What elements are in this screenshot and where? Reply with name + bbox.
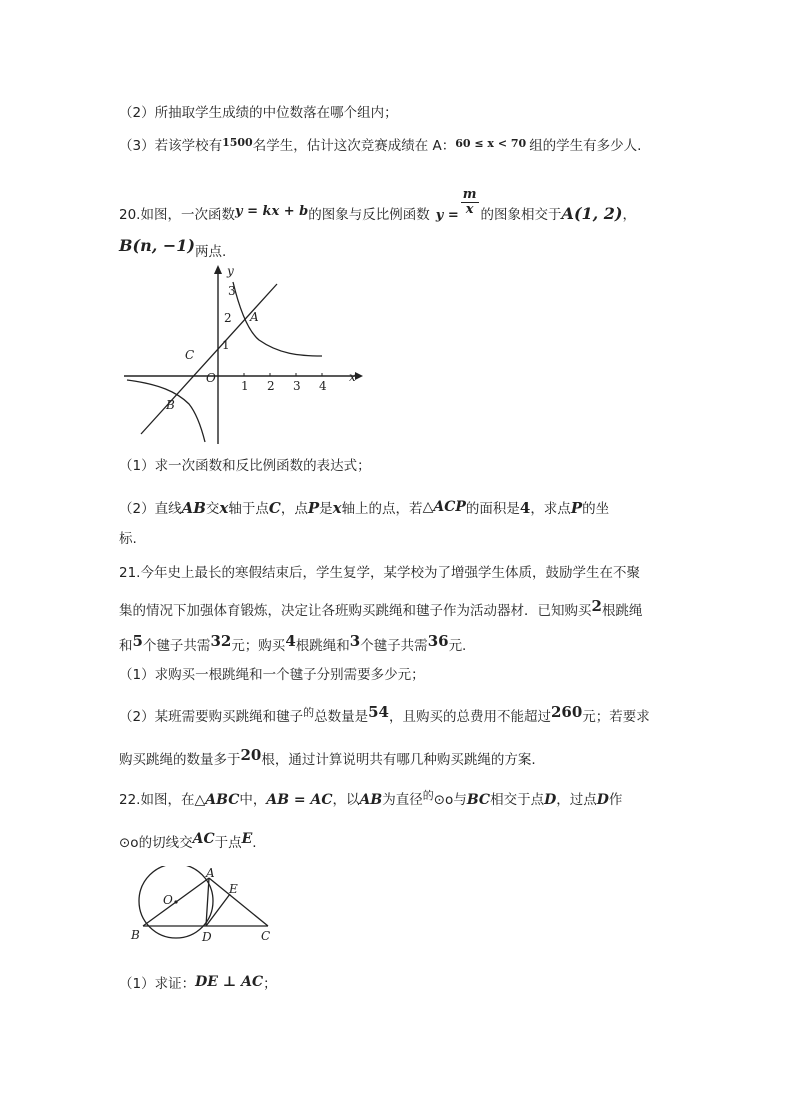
- q20-fraction-numerator: m: [462, 187, 477, 202]
- q20-inverse-lhs: y =: [435, 208, 459, 223]
- q22-l2-c: .: [252, 835, 257, 851]
- q22-p1-b: ；: [263, 976, 277, 992]
- q20-p2-triangle: △ACP: [422, 499, 466, 515]
- q20-p2-area: 4: [519, 499, 531, 517]
- q22-bc: BC: [466, 792, 491, 808]
- label-a: A: [206, 866, 215, 880]
- q22-l2-point-e: E: [241, 831, 253, 847]
- q21-p2-l2-b: 根，通过计算说明共有哪几种购买跳绳的方案.: [261, 752, 536, 768]
- x-axis-arrow: [355, 372, 363, 380]
- q20-p2-h: ，求点: [530, 501, 571, 517]
- q20-p2-x: x: [219, 499, 229, 517]
- q21-part1: （1）求购买一根跳绳和一个毽子分别需要多少元；: [119, 667, 425, 683]
- hyperbola-branch-right: [233, 282, 322, 356]
- q19-student-count: 1500: [222, 136, 253, 149]
- q20-fraction-denominator: x: [465, 202, 474, 217]
- q20-p2-b: 交: [205, 501, 220, 517]
- q21-num-2: 2: [591, 597, 602, 615]
- q22-a: 22.如图，在: [119, 792, 195, 808]
- label-b: B: [131, 928, 140, 942]
- label-o: O: [163, 893, 173, 907]
- q21-p2-b: 总数量是: [314, 709, 369, 725]
- q20-point-a: A(1, 2): [561, 204, 623, 223]
- q21-line3-d: 根跳绳和: [295, 638, 350, 654]
- q22-d: 为直径: [382, 792, 423, 808]
- q21-part2: [119, 702, 650, 727]
- q20-p2-d: ，点: [280, 501, 308, 517]
- q22-part1: [119, 972, 277, 994]
- q22-g: ，过点: [556, 792, 597, 808]
- q22-circle-o: ⊙o: [433, 792, 454, 808]
- q20-p2-point-p: P: [307, 499, 320, 517]
- q21-line1: 21.今年史上最长的寒假结束后，学生复学，某学校为了增强学生体质，鼓励学生在不聚: [119, 565, 640, 581]
- q22-p1-expr: DE ⊥ AC: [195, 974, 264, 990]
- q21-line2: [119, 596, 642, 621]
- q20-p2-e: 是: [319, 501, 333, 517]
- q21-num-54: 54: [368, 703, 389, 721]
- q21-line3-c: 元；购买: [231, 638, 286, 654]
- q19-part2: （2）所抽取学生成绩的中位数落在哪个组内；: [119, 105, 398, 121]
- center-dot: [174, 900, 177, 903]
- q20-inverse-fraction: [461, 188, 479, 217]
- q22-h: 作: [608, 792, 623, 808]
- q20-p2-point-c: C: [268, 499, 281, 517]
- q20-function-graph: [119, 262, 364, 447]
- q22-p1-a: （1）求证：: [119, 976, 196, 992]
- q22-l2-a: 的切线交: [138, 835, 193, 851]
- q20-intro-a: 20.如图，一次函数: [119, 207, 235, 223]
- q22-point-d: D: [544, 792, 557, 808]
- q22-b: 中，: [239, 792, 267, 808]
- q20-linear-function: y = kx + b: [234, 204, 309, 219]
- q22-line1: [119, 786, 622, 810]
- q22-triangle: △ABC: [194, 792, 240, 808]
- q19-part3-text-a: （3）若该学校有: [119, 138, 223, 154]
- q21-line3-e: 个毽子共需: [360, 638, 428, 654]
- q19-part3-text-c: 组的学生有多少人.: [529, 138, 642, 154]
- y-tick-1: 1: [222, 338, 230, 352]
- q21-part2-line2: [119, 745, 536, 770]
- q20-intro-d: 两点.: [194, 244, 227, 260]
- q22-f: 相交于点: [490, 792, 545, 808]
- q19-part3: [119, 133, 641, 156]
- q20-part1: （1）求一次函数和反比例函数的表达式；: [119, 458, 371, 474]
- q21-line3-b: 个毽子共需: [142, 638, 211, 654]
- x-axis-label: x: [349, 370, 356, 384]
- q22-ab: AB: [359, 792, 383, 808]
- q21-num-3: 3: [349, 632, 361, 650]
- q20-p2-g: 的面积是: [465, 501, 520, 517]
- q21-p2-a: （2）某班需要购买跳绳和毽子: [119, 709, 304, 725]
- origin-label: O: [206, 371, 216, 385]
- q20-part2: [119, 497, 609, 519]
- x-tick-3: 3: [293, 379, 301, 393]
- q22-c: ，以: [332, 792, 360, 808]
- label-d: D: [202, 930, 212, 944]
- label-c: C: [261, 929, 271, 943]
- q19-score-range: 60 ≤ x < 70: [455, 137, 527, 150]
- q21-num-4: 4: [285, 632, 296, 650]
- q20-p2-i: 的坐: [582, 501, 610, 517]
- q21-num-5: 5: [132, 632, 143, 650]
- q21-line2-b: 根跳绳: [601, 603, 643, 619]
- q20-intro: [119, 188, 636, 226]
- point-a-label: A: [250, 310, 259, 324]
- point-b-label: B: [166, 398, 175, 412]
- q21-line2-a: 集的情况下加强体育锻炼，决定让各班购买跳绳和毽子作为活动器材．已知购买: [119, 603, 592, 619]
- q22-de: 的: [422, 789, 434, 802]
- point-c-label: C: [185, 348, 195, 362]
- q22-l2-b: 于点: [214, 835, 242, 851]
- q20-intro-line2: [119, 236, 226, 262]
- q20-point-b: B(n, −1): [119, 236, 195, 255]
- q21-p2-de: 的: [303, 706, 315, 719]
- q22-l2-ac: AC: [192, 831, 215, 847]
- q22-ab-eq-ac: AB = AC: [266, 792, 333, 808]
- q20-part2-end: 标.: [119, 531, 137, 547]
- linear-function-line: [141, 284, 277, 434]
- q22-circle-figure: [126, 866, 286, 948]
- q21-num-20: 20: [240, 746, 262, 764]
- q21-num-32: 32: [210, 632, 232, 650]
- q21-line3: [119, 631, 466, 656]
- y-axis-label: y: [227, 264, 234, 278]
- segment-ac: [209, 878, 268, 926]
- q21-p2-c: ，且购买的总费用不能超过: [388, 709, 551, 725]
- q20-p2-ab: AB: [181, 499, 206, 517]
- q21-num-260: 260: [550, 703, 583, 721]
- y-tick-3: 3: [228, 284, 236, 298]
- q19-part3-text-b: 名学生，估计这次竞赛成绩在 A：: [252, 138, 456, 154]
- q20-p2-c: 轴于点: [228, 501, 269, 517]
- q20-p2-x2: x: [332, 499, 342, 517]
- x-tick-4: 4: [319, 379, 327, 393]
- x-tick-2: 2: [267, 379, 275, 393]
- q21-line3-a: 和: [119, 638, 133, 654]
- q22-l2-circle-o: ⊙o: [119, 835, 139, 851]
- tangent-de: [206, 894, 230, 926]
- y-axis-arrow: [214, 265, 222, 274]
- q21-p2-l2-a: 购买跳绳的数量多于: [119, 752, 241, 768]
- q20-p2-point-p2: P: [570, 499, 583, 517]
- q22-point-d2: D: [596, 792, 609, 808]
- q21-num-36: 36: [427, 632, 449, 650]
- q22-line2: [119, 829, 257, 853]
- q21-p2-d: 元；若要求: [582, 709, 650, 725]
- q22-e: 与: [453, 792, 467, 808]
- q20-p2-a: （2）直线: [119, 501, 182, 517]
- label-e: E: [229, 882, 238, 896]
- q20-p2-f: 轴上的点，若: [341, 501, 423, 517]
- q21-line3-f: 元.: [448, 638, 467, 654]
- x-tick-1: 1: [241, 379, 249, 393]
- q20-comma: ，: [622, 207, 636, 223]
- q20-intro-b: 的图象与反比例函数: [308, 207, 430, 223]
- y-tick-2: 2: [224, 311, 232, 325]
- q20-intro-c: 的图象相交于: [480, 207, 562, 223]
